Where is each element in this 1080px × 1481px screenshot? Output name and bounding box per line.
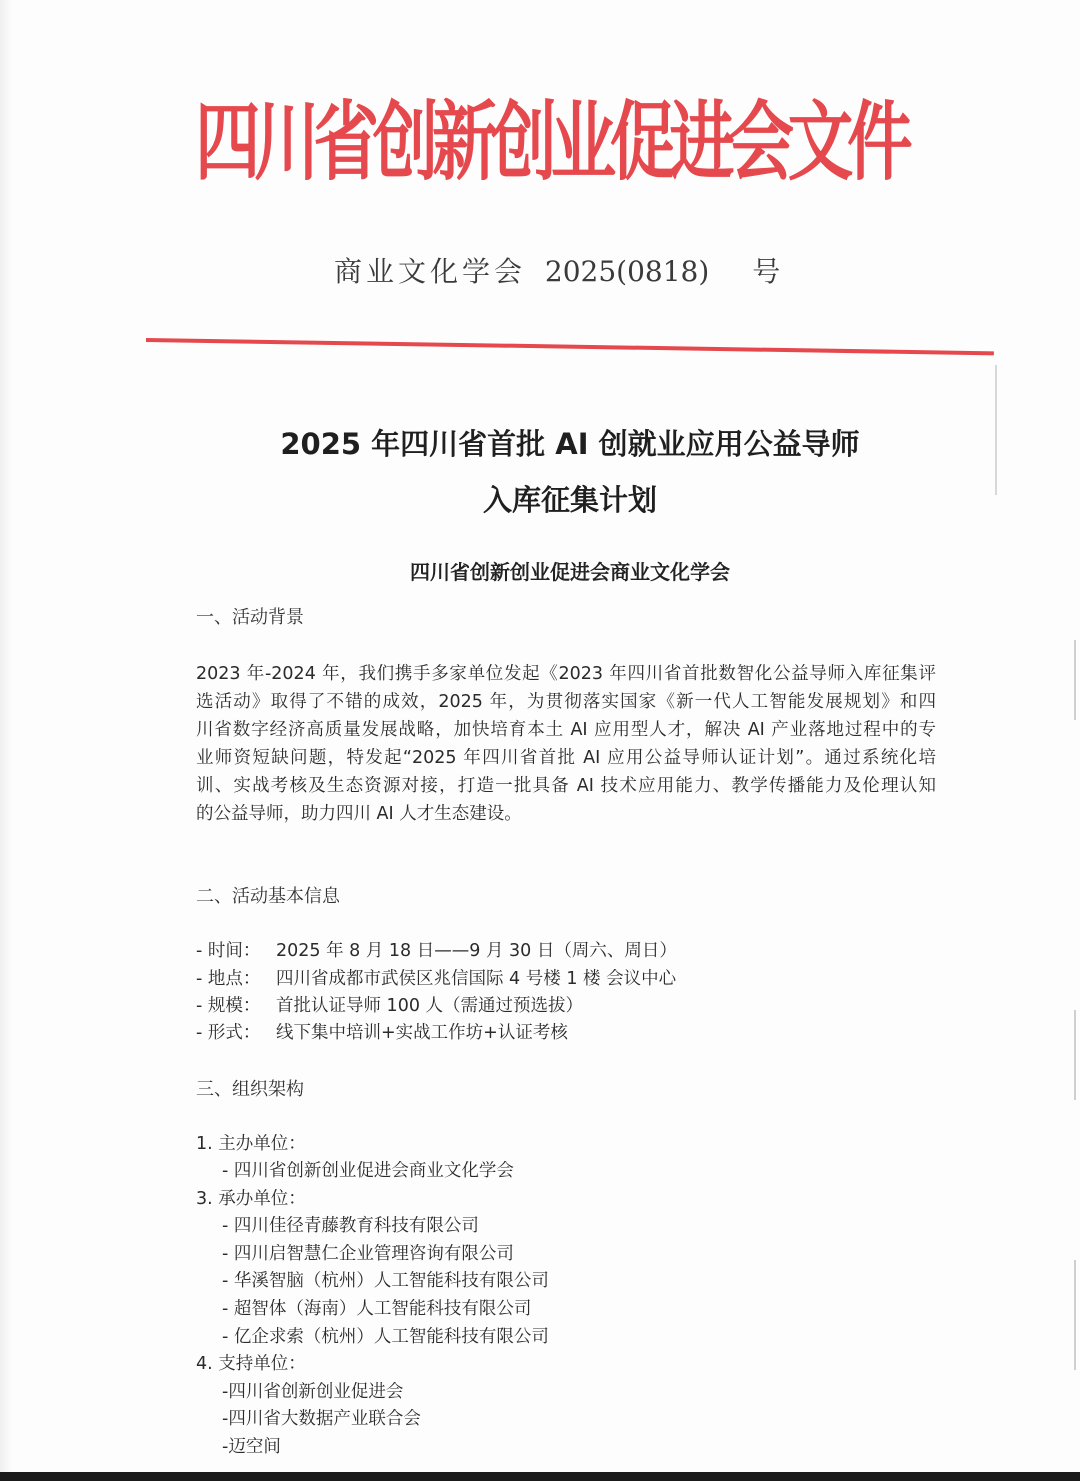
scan-margin-line — [995, 365, 997, 495]
section-1-paragraph — [196, 660, 936, 828]
doc-number-prefix: 商业文化学会 — [334, 255, 527, 288]
info-label: - 规模： — [196, 996, 261, 1016]
document-number — [334, 250, 794, 290]
info-value: 四川省成都市武侯区兆信国际 4 号楼 1 楼 会议中心 — [276, 969, 677, 989]
host-heading: 1. 主办单位： — [196, 1134, 306, 1154]
support-item: -迈空间 — [222, 1437, 281, 1457]
paragraph-line: 训、实战考核及生态资源对接，打造一批具备 AI 技术应用能力、教学传播能力及伦理认知 — [196, 776, 936, 796]
red-letterhead-title: 四川省创新创业促进会文件 — [195, 92, 907, 192]
doc-number-suffix: 号 — [752, 255, 785, 288]
info-label: - 时间： — [196, 941, 261, 961]
paragraph-line: 2023 年-2024 年，我们携手多家单位发起《2023 年四川省首批数智化公益导师入库征集评 — [196, 664, 936, 684]
info-value: 2025 年 8 月 18 日——9 月 30 日（周六、周日） — [276, 941, 677, 961]
paragraph-line: 川省数字经济高质量发展战略，加快培育本土 AI 应用型人才，解决 AI 产业落地过程中的专 — [196, 720, 936, 740]
organizer-item: - 亿企求索（杭州）人工智能科技有限公司 — [222, 1327, 549, 1347]
bottom-edge-bar — [0, 1472, 1080, 1481]
info-item-scale — [196, 992, 583, 1020]
paragraph-line: 业师资短缺问题，特发起“2025 年四川省首批 AI 应用公益导师认证计划”。通过系统化培 — [196, 748, 936, 768]
host-item: - 四川省创新创业促进会商业文化学会 — [222, 1161, 514, 1181]
info-value: 首批认证导师 100 人（需通过预选拔） — [276, 996, 584, 1016]
scan-margin-mark — [1074, 1010, 1076, 1100]
support-item: -四川省创新创业促进会 — [222, 1382, 404, 1402]
section-2-heading: 二、活动基本信息 — [196, 886, 340, 907]
scan-edge-shadow — [0, 0, 12, 1481]
info-label: - 形式： — [196, 1023, 261, 1043]
document-title-line-2: 入库征集计划 — [482, 483, 657, 517]
section-1-heading: 一、活动背景 — [196, 607, 304, 628]
doc-number-value: 2025(0818) — [544, 255, 710, 288]
section-3-heading: 三、组织架构 — [196, 1079, 304, 1100]
paragraph-line: 选活动》取得了不错的成效，2025 年，为贯彻落实国家《新一代人工智能发展规划》和四 — [196, 692, 936, 712]
red-divider-line — [146, 338, 994, 355]
organizer-item: - 四川佳径青藤教育科技有限公司 — [222, 1216, 479, 1236]
scan-margin-mark — [1074, 1260, 1076, 1370]
info-label: - 地点： — [196, 969, 261, 989]
info-item-location — [196, 965, 676, 993]
support-item: -四川省大数据产业联合会 — [222, 1409, 421, 1429]
info-item-format — [196, 1019, 568, 1047]
support-heading: 4. 支持单位： — [196, 1354, 306, 1374]
issuing-organization: 四川省创新创业促进会商业文化学会 — [410, 560, 730, 584]
info-item-time — [196, 937, 677, 965]
scan-margin-mark — [1074, 640, 1076, 720]
document-title-line-1: 2025 年四川省首批 AI 创就业应用公益导师 — [280, 427, 860, 461]
paragraph-line: 的公益导师，助力四川 AI 人才生态建设。 — [196, 804, 522, 824]
organizer-item: - 华溪智脑（杭州）人工智能科技有限公司 — [222, 1271, 549, 1291]
organizer-item: - 超智体（海南）人工智能科技有限公司 — [222, 1299, 532, 1319]
organizer-heading: 3. 承办单位： — [196, 1189, 306, 1209]
info-value: 线下集中培训+实战工作坊+认证考核 — [276, 1023, 568, 1043]
organizer-item: - 四川启智慧仁企业管理咨询有限公司 — [222, 1244, 514, 1264]
